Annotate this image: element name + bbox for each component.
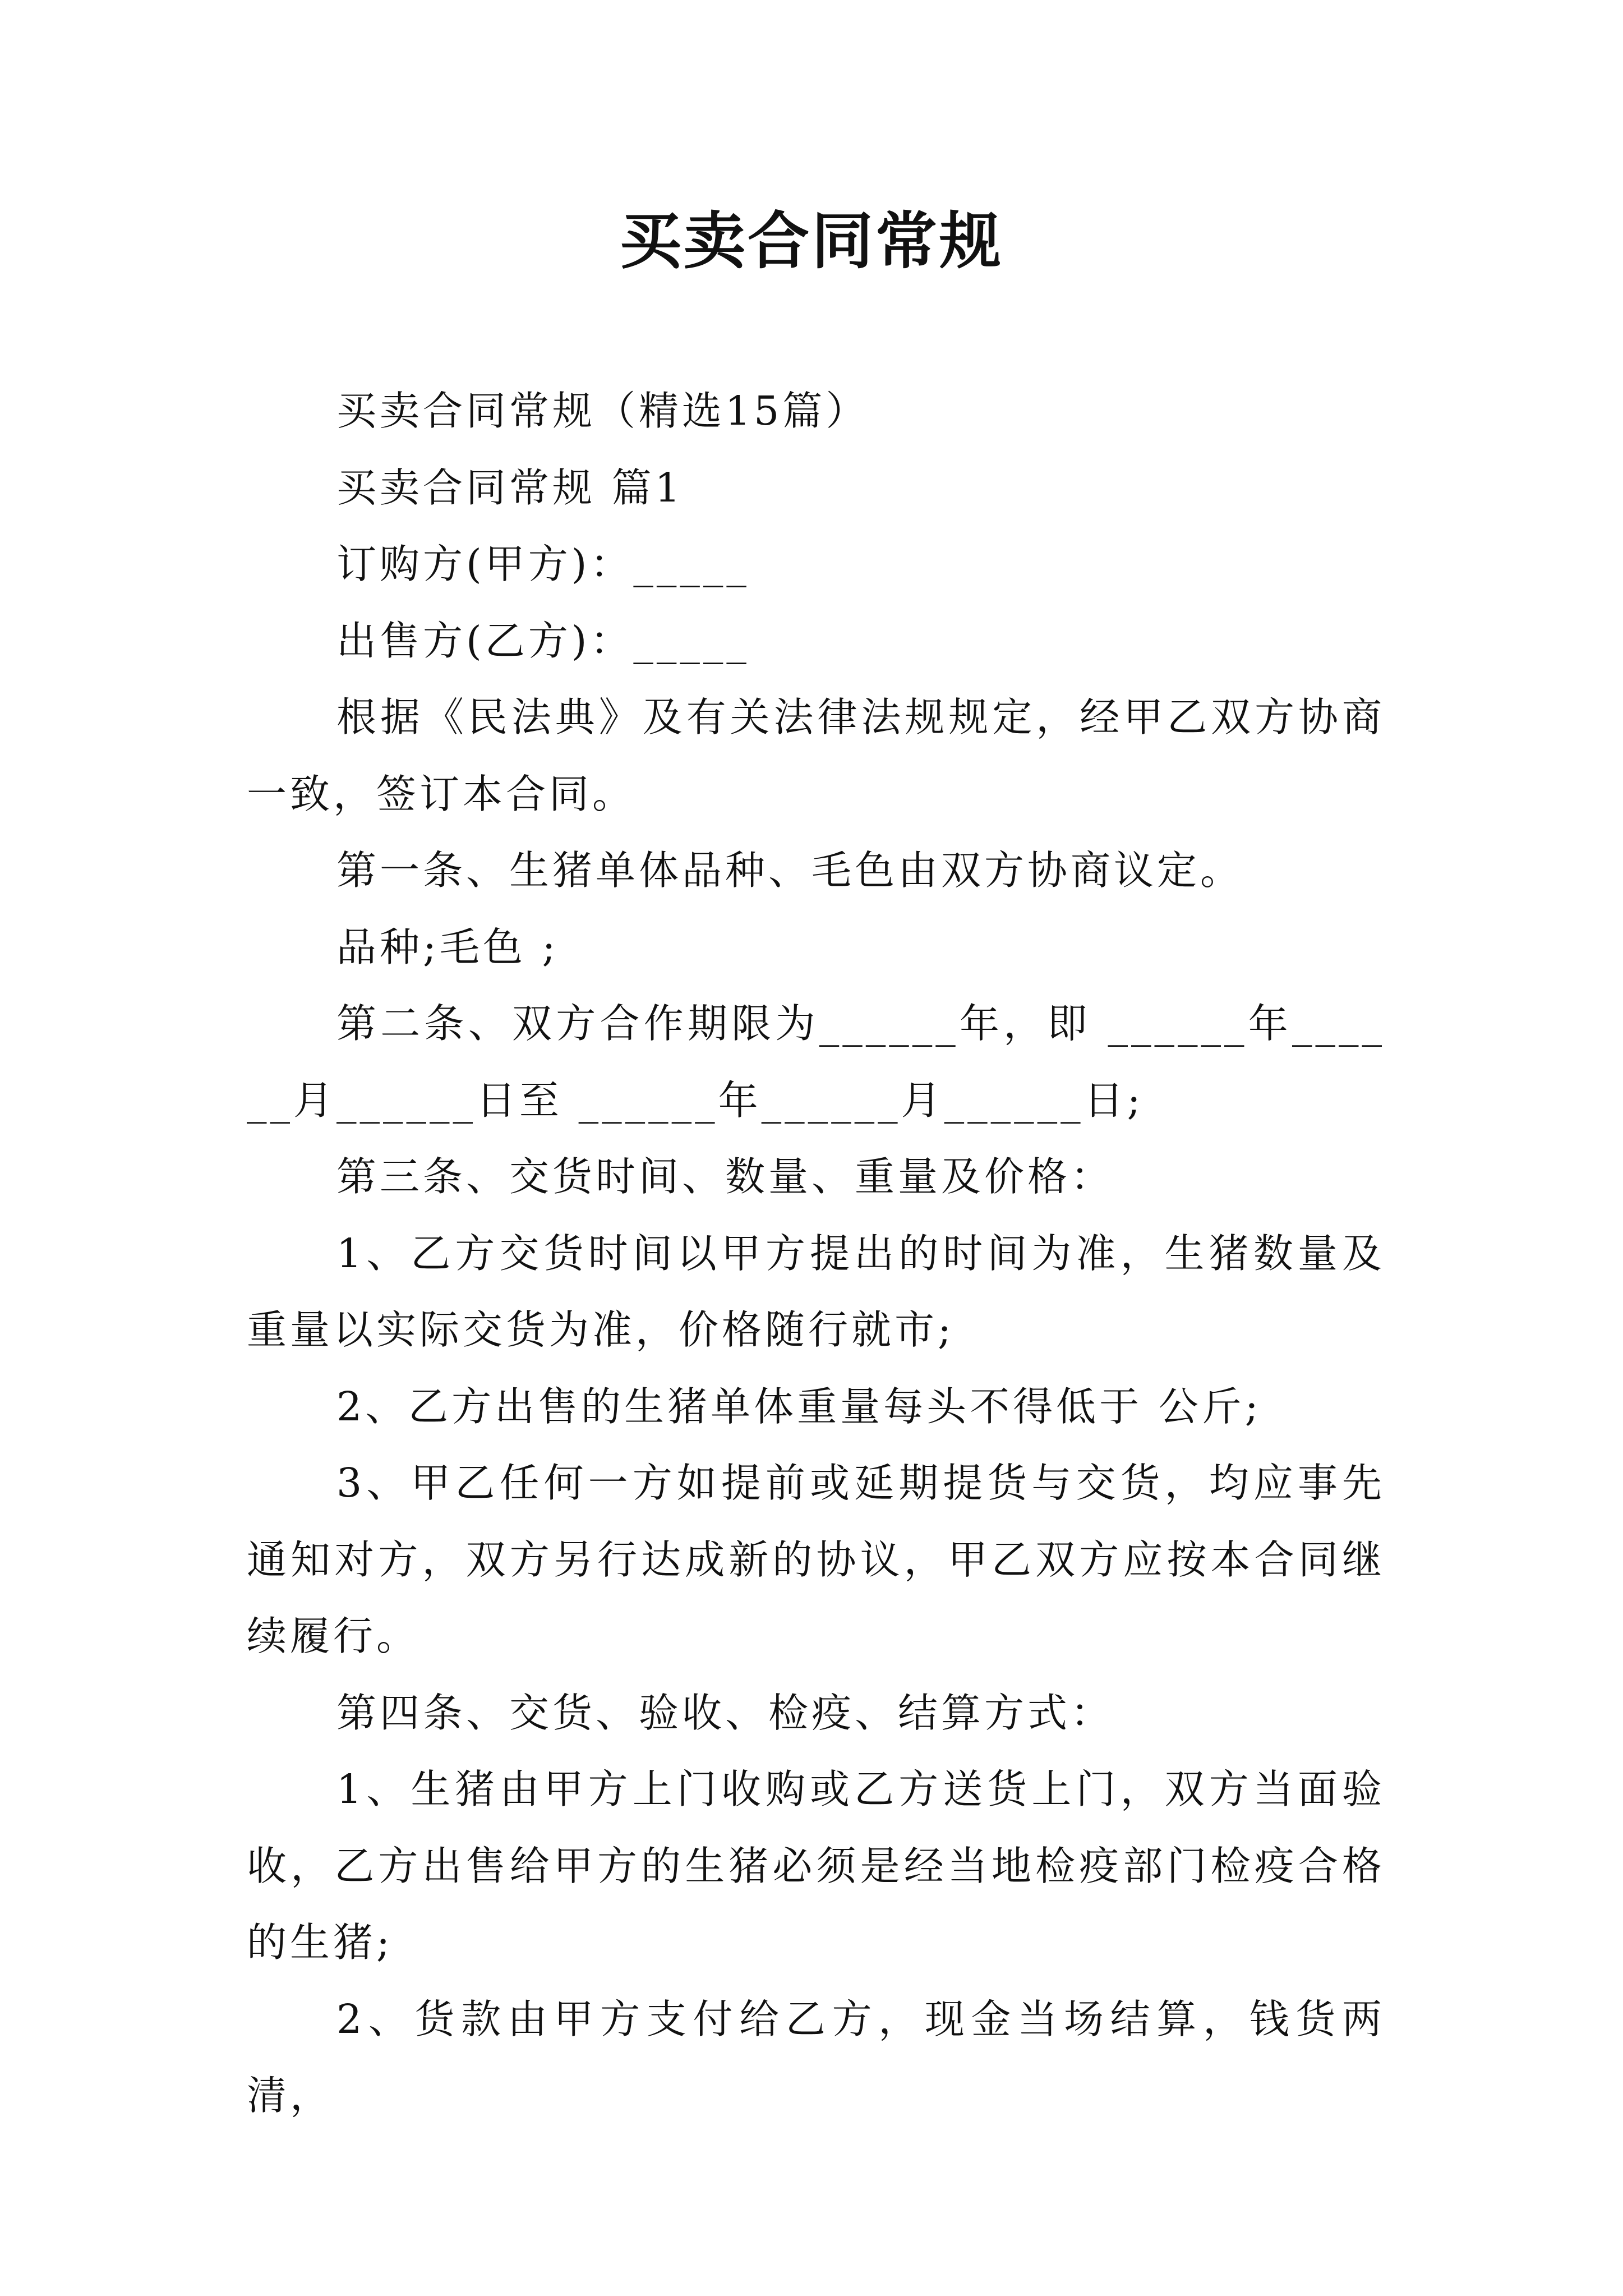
paragraph-article-3: 第三条、交货时间、数量、重量及价格： [336,1153,1114,1200]
paragraph-article-3-item-1: 1、乙方交货时间以甲方提出的时间为准，生猪数量及重量以实际交货为准，价格随行就市; [247,1230,1385,1353]
paragraph-preamble: 根据《民法典》及有关法律法规规定，经甲乙双方协商一致，签订本合同。 [247,694,1385,817]
paragraph-buyer: 订购方(甲方)：_____ [336,541,750,587]
paragraph-article-4: 第四条、交货、验收、检疫、结算方式： [336,1689,1114,1736]
paragraph-article-3-item-3: 3、甲乙任何一方如提前或延期提货与交货，均应事先通知对方，双方另行达成新的协议，甲乙双方应按本合同继续履行。 [247,1460,1385,1659]
paragraph-article-3-item-2: 2、乙方出售的生猪单体重量每头不得低于 公斤; [336,1383,1262,1430]
document-body [247,373,1385,2134]
paragraph-article-2: 第二条、双方合作期限为______年，即 ______年______月______日至 ______年______月______日; [247,1000,1385,1124]
paragraph-article-4-item-2: 2、货款由甲方支付给乙方，现金当场结算，钱货两清， [247,1995,1385,2119]
paragraph-article-1: 第一条、生猪单体品种、毛色由双方协商议定。 [336,847,1244,894]
document-title: 买卖合同常规 [620,205,1003,277]
paragraph-breed: 品种;毛色 ; [336,923,559,970]
paragraph-section-heading: 买卖合同常规 篇1 [336,464,684,511]
paragraph-subtitle: 买卖合同常规（精选15篇） [336,388,869,434]
paragraph-seller: 出售方(乙方)：_____ [336,617,750,664]
paragraph-article-4-item-1: 1、生猪由甲方上门收购或乙方送货上门，双方当面验收，乙方出售给甲方的生猪必须是经当地检疫部门检疫合格的生猪; [247,1766,1385,1966]
